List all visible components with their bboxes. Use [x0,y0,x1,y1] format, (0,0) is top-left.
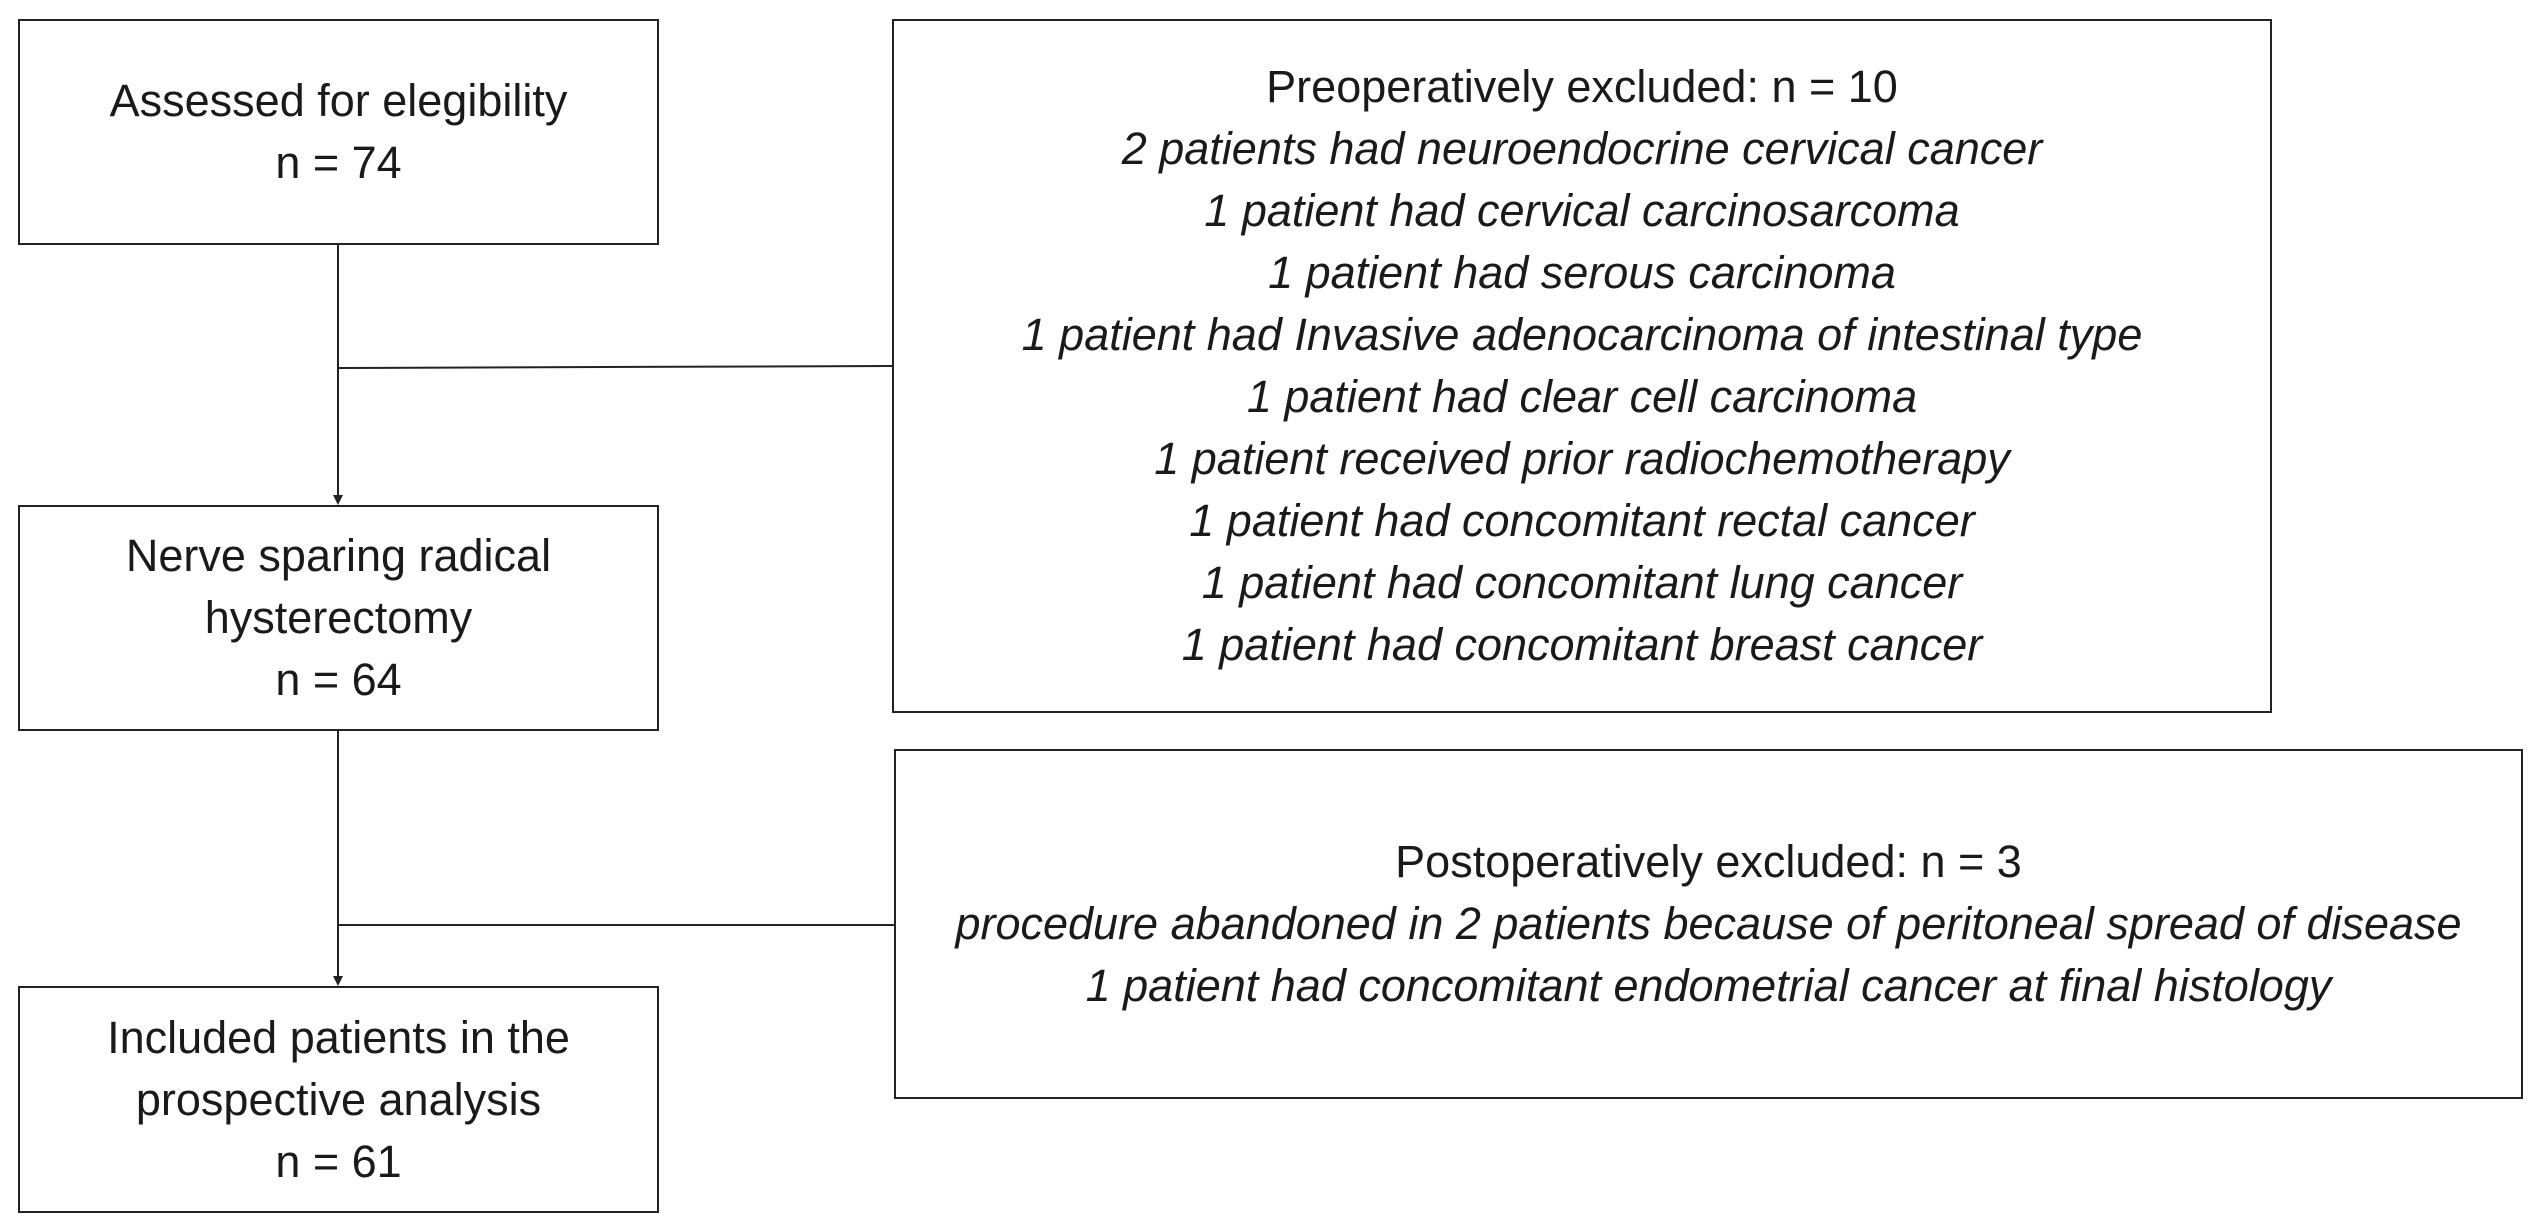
preoperative-exclusion-heading: Preoperatively excluded: n = 10 [1266,61,1898,112]
preoperative-reason: 1 patient had concomitant rectal cancer [1189,495,1975,546]
preoperative-reason: 1 patient had Invasive adenocarcinoma of intestinal type [1021,309,2143,360]
postoperative-exclusion-heading: Postoperatively excluded: n = 3 [1395,836,2022,887]
assessed-count: n = 74 [275,137,402,188]
preoperative-exclusion-box [892,19,2272,713]
assessed-label: Assessed for elegibility [109,75,568,126]
preoperative-reason: 1 patient had clear cell carcinoma [1246,371,1918,422]
preoperative-reason: 2 patients had neuroendocrine cervical cancer [1121,123,2043,174]
preoperative-reason: 1 patient had cervical carcinosarcoma [1204,185,1960,236]
assessed-for-eligibility-box [18,19,659,245]
preoperative-reason: 1 patient had concomitant lung cancer [1201,557,1963,608]
nerve-sparing-hysterectomy-box [18,505,659,731]
included-count: n = 61 [275,1135,402,1187]
postoperative-exclusion-box [894,749,2523,1099]
nerve-sparing-count: n = 64 [275,654,402,705]
nerve-sparing-label-line2: hysterectomy [204,592,473,643]
postoperative-reason: 1 patient had concomitant endometrial cancer at final histology [1085,960,2332,1011]
included-patients-box [18,986,659,1213]
nerve-sparing-label-line1: Nerve sparing radical [125,530,552,581]
postoperative-reason: procedure abandoned in 2 patients because of peritoneal spread of disease [955,898,2462,949]
included-label-line2: prospective analysis [135,1073,542,1125]
preoperative-reason: 1 patient received prior radiochemotherapy [1154,433,2010,484]
branch-to-preoperative-exclusion [338,366,892,368]
included-label-line1: Included patients in the [107,1011,570,1063]
preoperative-reason: 1 patient had concomitant breast cancer [1181,619,1983,670]
preoperative-reason: 1 patient had serous carcinoma [1268,247,1896,298]
